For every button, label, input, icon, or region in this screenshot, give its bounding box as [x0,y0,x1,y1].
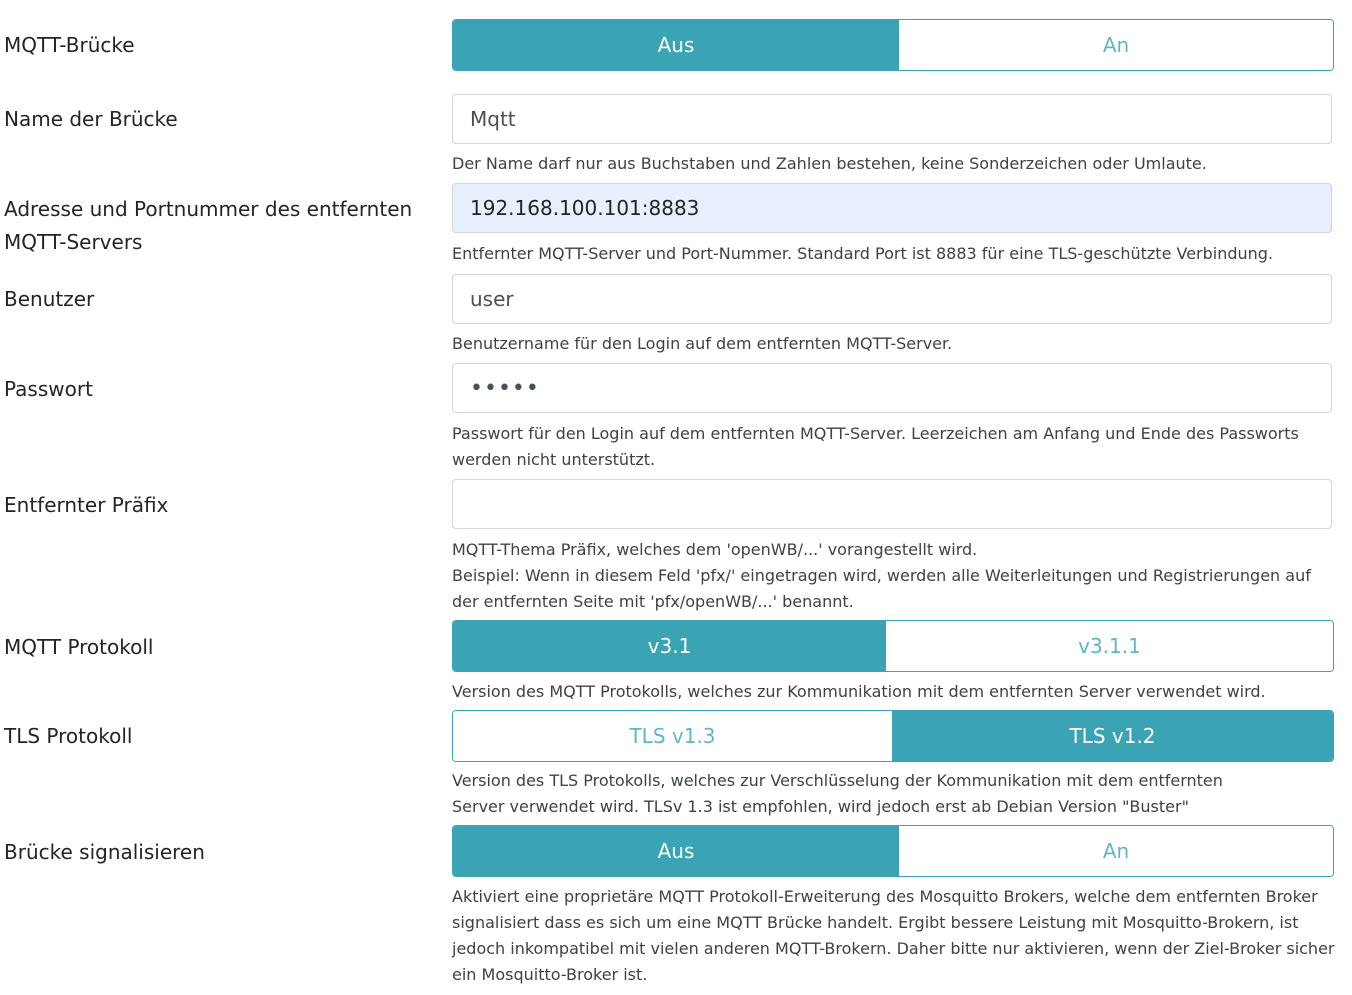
tls-protocol-help: Version des TLS Protokolls, welches zur Verschlüsselung der Kommunikation mit dem entfernten Server verwendet wird. TLSv 1.3 ist empfohlen, wird jedoch erst ab Debian Version "Buster" [452,771,1223,816]
tls-protocol-label: TLS Protokoll [4,724,133,748]
signal-bridge-option-aus[interactable]: Aus [453,826,899,876]
mqtt-protocol-option-v31[interactable]: v3.1 [453,621,886,671]
prefix-help-line1: MQTT-Thema Präfix, welches dem 'openWB/...' vorangestellt wird. [452,540,978,559]
bridge-option-an[interactable]: An [899,20,1333,70]
bridge-name-label: Name der Brücke [4,107,178,131]
server-address-input[interactable] [452,183,1332,233]
signal-bridge-help: Aktiviert eine proprietäre MQTT Protokoll-Erweiterung des Mosquitto Brokers, welche dem entfernten Broker signalisiert dass es sich um eine MQTT Brücke handelt. Ergibt bessere Leistung mit Mosquitto-Brokern, ist jedoch inkompatibel mit vielen anderen MQTT-Brokern. Daher bitte nur aktivieren, wenn der Ziel-Broker sicher ein Mosquitto-Broker ist. [452,887,1335,984]
bridge-name-help: Der Name darf nur aus Buchstaben und Zahlen bestehen, keine Sonderzeichen oder Umlaute. [452,154,1207,173]
bridge-toggle [452,19,1334,71]
password-help: Passwort für den Login auf dem entfernten MQTT-Server. Leerzeichen am Anfang und Ende des Passworts werden nicht unterstützt. [452,424,1299,469]
server-address-label: Adresse und Portnummer des entfernten MQTT-Servers [4,197,413,254]
tls-protocol-option-v12[interactable]: TLS v1.2 [892,711,1333,761]
user-help: Benutzername für den Login auf dem entfernten MQTT-Server. [452,334,953,353]
prefix-label: Entfernter Präfix [4,493,169,517]
prefix-help-line2: Beispiel: Wenn in diesem Feld 'pfx/' eingetragen wird, werden alle Weiterleitungen und Registrierungen auf der entfernten Seite mit 'pfx/openWB/...' benannt. [452,566,1311,611]
bridge-name-input[interactable] [452,94,1332,144]
tls-protocol-toggle [452,710,1334,762]
user-input[interactable] [452,274,1332,324]
signal-bridge-label: Brücke signalisieren [4,840,205,864]
prefix-input[interactable] [452,479,1332,529]
password-label: Passwort [4,377,93,401]
bridge-label: MQTT-Brücke [4,33,135,57]
signal-bridge-toggle [452,825,1334,877]
tls-protocol-option-v13[interactable]: TLS v1.3 [453,711,892,761]
mqtt-protocol-toggle [452,620,1334,672]
mqtt-protocol-label: MQTT Protokoll [4,635,154,659]
signal-bridge-option-an[interactable]: An [899,826,1333,876]
mqtt-protocol-help: Version des MQTT Protokolls, welches zur Kommunikation mit dem entfernten Server verwendet wird. [452,682,1266,701]
prefix-help [452,537,1336,615]
server-address-help: Entfernter MQTT-Server und Port-Nummer. Standard Port ist 8883 für eine TLS-geschützte Verbindung. [452,244,1274,263]
password-input[interactable] [452,363,1332,413]
user-label: Benutzer [4,287,95,311]
mqtt-protocol-option-v311[interactable]: v3.1.1 [886,621,1333,671]
bridge-option-aus[interactable]: Aus [453,20,899,70]
